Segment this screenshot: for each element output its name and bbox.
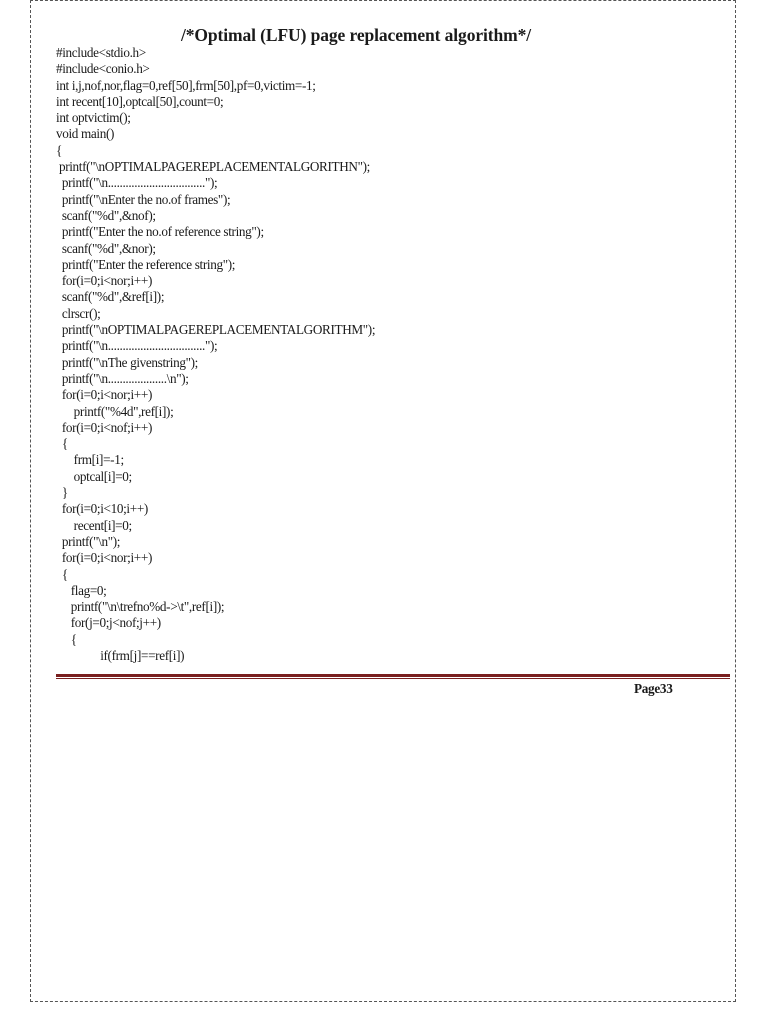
code-line: printf("\nOPTIMALPAGEREPLACEMENTALGORITHN"); [56, 159, 370, 175]
code-line: { [56, 436, 68, 452]
code-line: { [56, 566, 68, 582]
code-line: if(frm[j]==ref[i]) [56, 647, 185, 663]
code-line: { [56, 631, 77, 647]
code-line: int optvictim(); [56, 110, 131, 126]
code-line: printf("\nEnter the no.of frames"); [56, 191, 231, 207]
code-line: for(i=0;i<nor;i++) [56, 550, 152, 566]
code-line: frm[i]=-1; [56, 452, 124, 468]
code-line: printf("Enter the reference string"); [56, 256, 236, 272]
code-line: scanf("%d",&nof); [56, 207, 156, 223]
code-line: printf("\n\trefno%d->\t",ref[i]); [56, 599, 225, 615]
code-line: printf("\n....................\n"); [56, 370, 189, 386]
code-line: scanf("%d",&nor); [56, 240, 156, 256]
footer-rule [56, 674, 730, 677]
footer-rule-thin [56, 678, 730, 679]
code-line: for(j=0;j<nof;j++) [56, 615, 161, 631]
code-line: int i,j,nof,nor,flag=0,ref[50],frm[50],pf=0,victim=-1; [56, 77, 316, 93]
code-line: printf("\nOPTIMALPAGEREPLACEMENTALGORITHM"); [56, 322, 376, 338]
code-line: printf("\n"); [56, 533, 121, 549]
code-line: for(i=0;i<10;i++) [56, 501, 148, 517]
code-line: { [56, 142, 62, 158]
code-line: printf("\n................................."); [56, 175, 218, 191]
code-block [56, 45, 375, 664]
code-line: scanf("%d",&ref[i]); [56, 289, 165, 305]
code-line: printf("\nThe givenstring"); [56, 354, 199, 370]
code-line: for(i=0;i<nof;i++) [56, 419, 152, 435]
code-line: printf("\n................................."); [56, 338, 218, 354]
code-line: printf("%4d",ref[i]); [56, 403, 174, 419]
code-line: for(i=0;i<nor;i++) [56, 387, 152, 403]
code-line: for(i=0;i<nor;i++) [56, 273, 152, 289]
code-line: recent[i]=0; [56, 517, 132, 533]
code-line: flag=0; [56, 582, 107, 598]
code-line: #include<conio.h> [56, 61, 150, 77]
code-line: clrscr(); [56, 305, 101, 321]
code-line: int recent[10],optcal[50],count=0; [56, 93, 224, 109]
code-line: } [56, 485, 68, 501]
page-title: /*Optimal (LFU) page replacement algorithm*/ [180, 25, 532, 45]
code-line: void main() [56, 126, 115, 142]
code-line: optcal[i]=0; [56, 468, 132, 484]
code-line: #include<stdio.h> [56, 45, 146, 60]
code-line: printf("Enter the no.of reference string"); [56, 224, 264, 240]
page-number: Page33 [634, 681, 673, 696]
